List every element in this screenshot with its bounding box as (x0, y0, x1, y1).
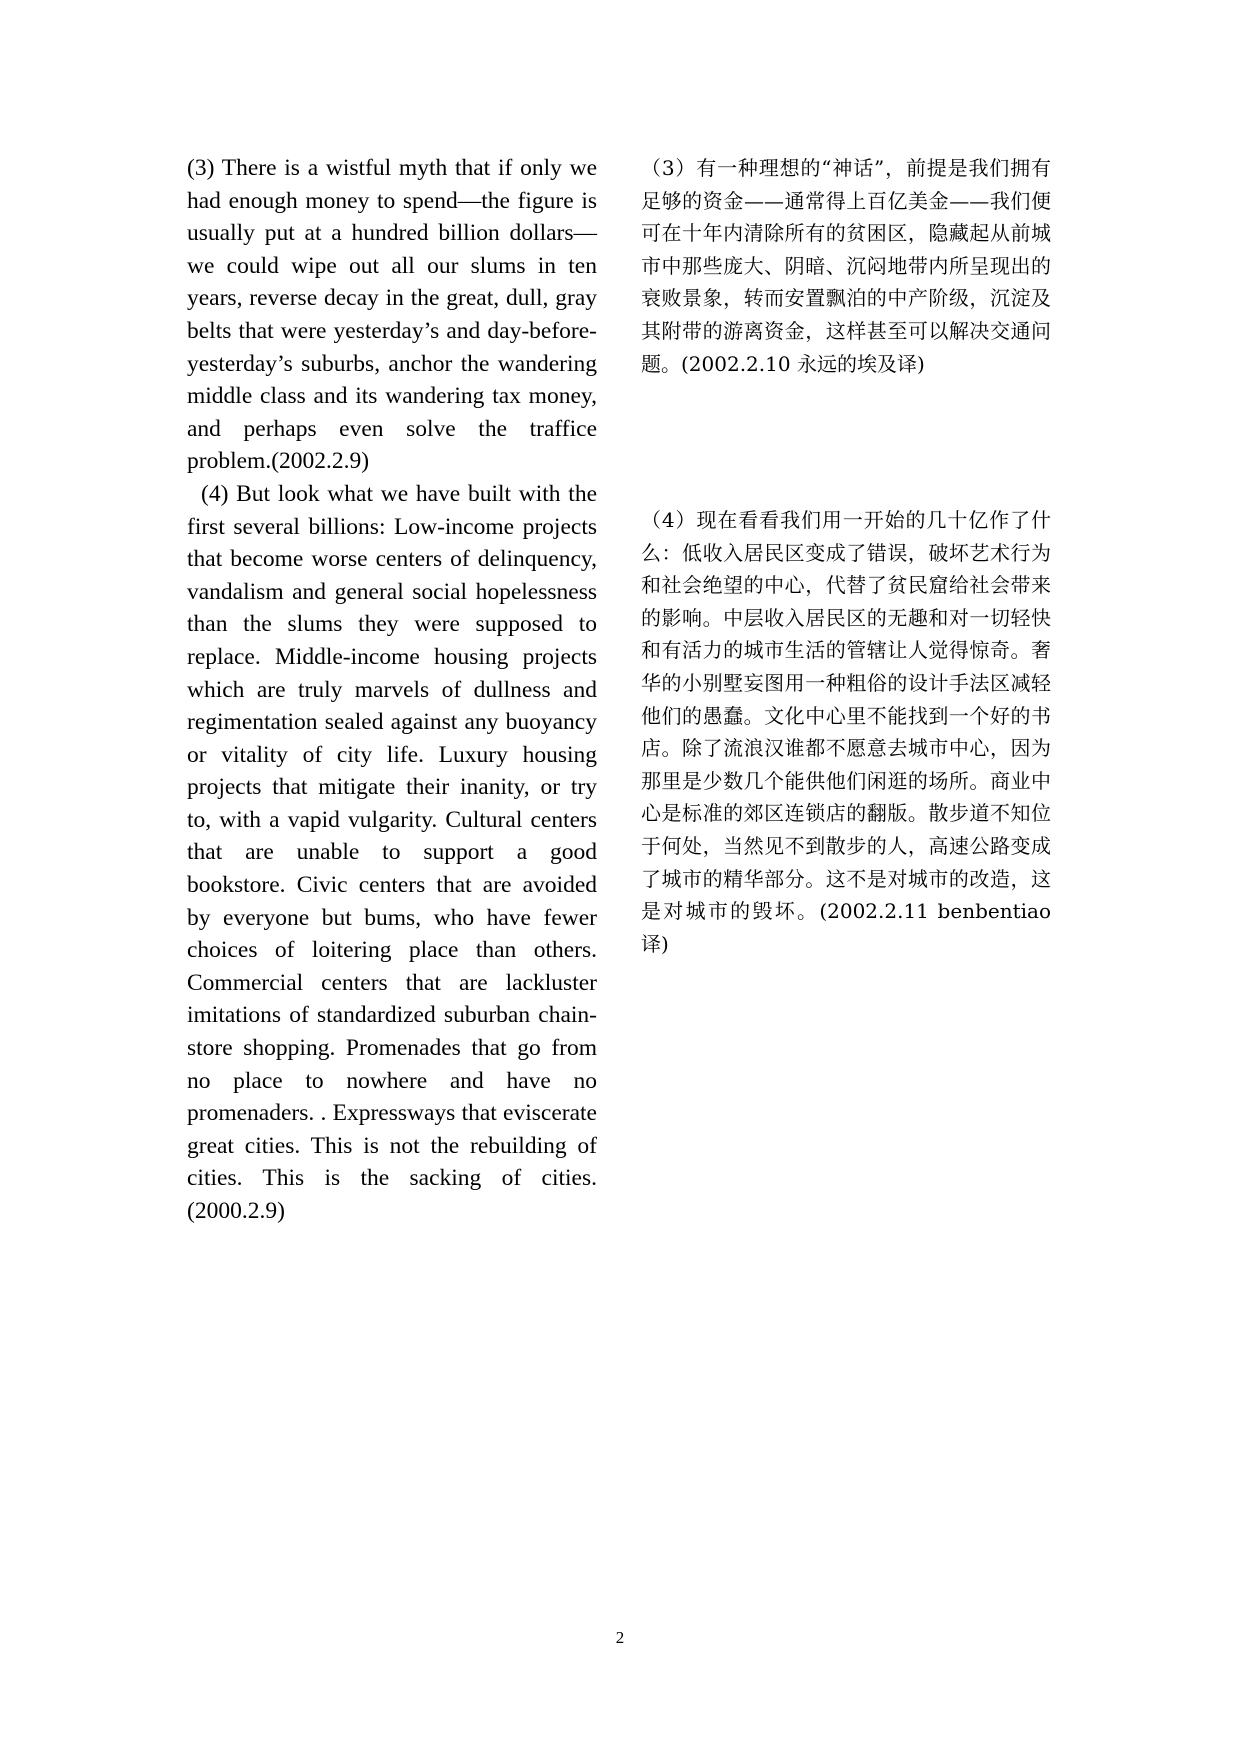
chinese-paragraph-3: （3）有一种理想的“神话”，前提是我们拥有足够的资金——通常得上百亿美金——我们便可在十年内清除所有的贫困区，隐藏起从前城市中那些庞大、阴暗、沉闷地带内所呈现出的衰败景象，转而安置飘泊的中产阶级，沉淀及其附带的游离资金，这样甚至可以解决交通问题。(2002.2.10 永远的埃及译) (641, 156, 1051, 376)
english-paragraph-3: (3) There is a wistful myth that if only we had enough money to spend—the figure is usually put at a hundred billion dollars—we could wipe out all our slums in ten years, reverse decay in the great, dull, gray belts that were yesterday’s and day-before-yesterday’s suburbs, anchor the wandering middle class and its wandering tax money, and perhaps even solve the traffice problem.(2002.2.9) (187, 155, 597, 475)
page-number: 2 (615, 1628, 625, 1647)
english-paragraph-4: (4) But look what we have built with the first several billions: Low-income projects that become worse centers of delinquency, vandalism and general social hopelessness than the slums they were supposed to replace. Middle-income housing projects which are truly marvels of dullness and regimentation sealed against any buoyancy or vitality of city life. Luxury housing projects that mitigate their inanity, or try to, with a vapid vulgarity. Cultural centers that are unable to support a good bookstore. Civic centers that are avoided by everyone but bums, who have fewer choices of loitering place than others. Commercial centers that are lackluster imitations of standardized suburban chain-store shopping. Promenades that go from no place to nowhere and have no promenaders. . Expressways that eviscerate great cities. This is not the rebuilding of cities. This is the sacking of cities.(2000.2.9) (187, 480, 597, 1224)
english-column (187, 152, 597, 1228)
chinese-paragraph-4: （4）现在看看我们用一开始的几十亿作了什么：低收入居民区变成了错误，破坏艺术行为和社会绝望的中心，代替了贫民窟给社会带来的影响。中层收入居民区的无趣和对一切轻快和有活力的城市生活的管辖让人觉得惊奇。奢华的小别墅妄图用一种粗俗的设计手法区减轻他们的愚蠢。文化中心里不能找到一个好的书店。除了流浪汉谁都不愿意去城市中心，因为那里是少数几个能供他们闲逛的场所。商业中心是标准的郊区连锁店的翻版。散步道不知位于何处，当然见不到散步的人，高速公路变成了城市的精华部分。这不是对城市的改造，这是对城市的毁坏。(2002.2.11 benbentiao 译) (641, 508, 1051, 956)
